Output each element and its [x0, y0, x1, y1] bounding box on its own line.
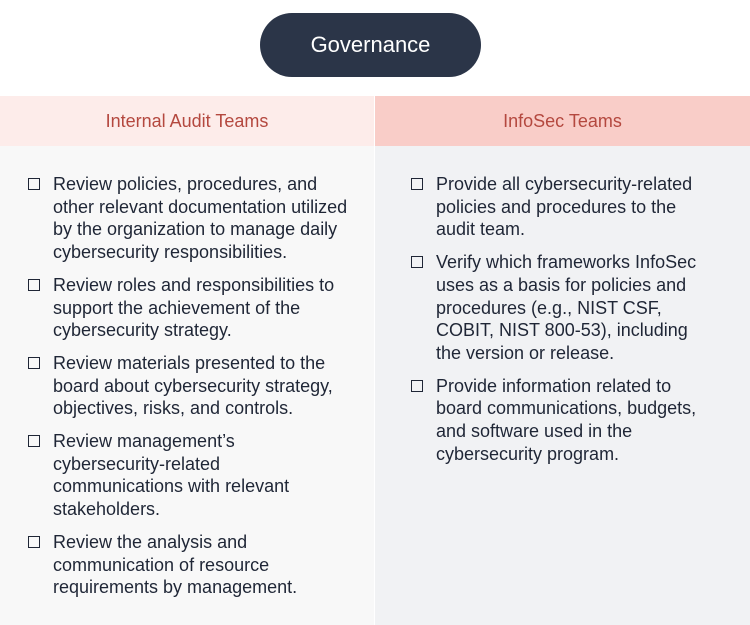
checkbox-square-icon	[28, 279, 40, 291]
governance-title: Governance	[260, 13, 481, 77]
checkbox-square-icon	[28, 536, 40, 548]
internal-audit-list	[0, 146, 374, 599]
list-item: Provide information related to board communications, budgets, and software used in the cybersecurity program.	[411, 375, 730, 466]
list-item: Review roles and responsibilities to support the achievement of the cybersecurity strategy.	[28, 274, 354, 342]
checkbox-square-icon	[28, 435, 40, 447]
list-item: Review materials presented to the board about cybersecurity strategy, objectives, risks, and controls.	[28, 352, 354, 420]
checkbox-square-icon	[28, 178, 40, 190]
internal-audit-heading: Internal Audit Teams	[0, 96, 374, 146]
list-item: Review policies, procedures, and other relevant documentation utilized by the organization to manage daily cybersecurity responsibilities.	[28, 173, 354, 264]
checkbox-square-icon	[28, 357, 40, 369]
infosec-list	[375, 146, 750, 465]
checkbox-square-icon	[411, 380, 423, 392]
list-item: Provide all cybersecurity-related policies and procedures to the audit team.	[411, 173, 730, 241]
infosec-column	[375, 96, 750, 625]
checkbox-square-icon	[411, 256, 423, 268]
list-item: Review the analysis and communication of resource requirements by management.	[28, 531, 354, 599]
internal-audit-column	[0, 96, 374, 625]
list-item: Verify which frameworks InfoSec uses as a basis for policies and procedures (e.g., NIST CSF, COBIT, NIST 800-53), including the version or release.	[411, 251, 730, 365]
infosec-heading: InfoSec Teams	[375, 96, 750, 146]
checkbox-square-icon	[411, 178, 423, 190]
list-item: Review management’s cybersecurity-related communications with relevant stakeholders.	[28, 430, 354, 521]
